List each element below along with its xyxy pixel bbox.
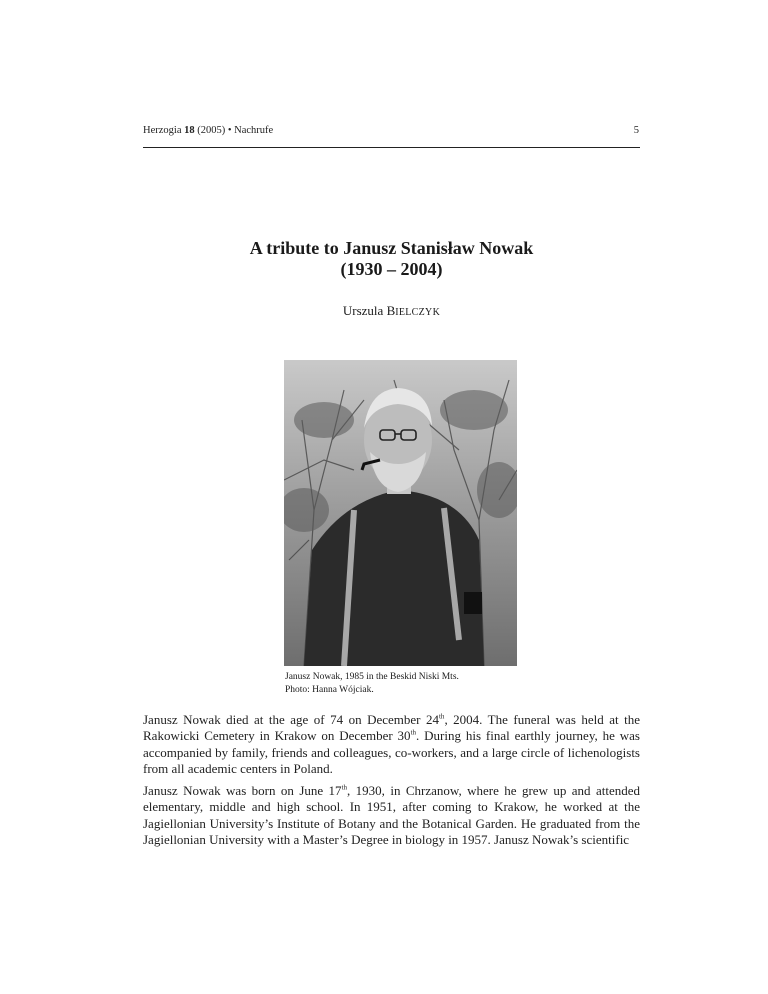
portrait-photo [284,360,517,666]
page-number: 5 [633,125,639,136]
title-line-1: A tribute to Janusz Stanisław Nowak [249,238,534,258]
p1-superscript-2: th [410,728,417,737]
author-byline [143,303,640,319]
author-given-name: Urszula [342,303,387,318]
running-head [143,125,639,136]
author-surname-smallcaps: IELCZYK [395,307,441,318]
portrait-photo-graphic [284,360,517,666]
title-line-2: (1930 – 2004) [340,259,443,279]
caption-line-2: Photo: Hanna Wójciak. [285,684,374,695]
p2-superscript: th [341,783,348,792]
issue-info: (2005) • Nachrufe [194,125,274,136]
p2-text-a: Janusz Nowak was born on June 17 [143,783,342,799]
article-body [143,712,640,854]
p1-text-b: , 2004. The funeral was held at the Rakowicki Cemetery in Krakow on December 30 [143,712,640,744]
article-title [143,238,640,280]
p1-text-c: . During his final earthly journey, he was accompanied by family, friends and colleagues, co-workers, and a large circle of lichenologists from all academic centers in Poland. [143,728,640,776]
paragraph-2 [143,783,640,848]
p2-text-b: , 1930, in Chrzanow, where he grew up and attended elementary, middle and high school. In 1951, after coming to Krakow, he worked at the Jagiellonian University’s Institute of Botany and the Botanical Garden. He graduated from the Jagiellonian University with a Master’s Degree in biology in 1957. Janusz Nowak’s scientific [143,783,640,848]
author-surname-initial: B [386,303,396,318]
p1-text-a: Janusz Nowak died at the age of 74 on December 24 [143,712,439,727]
paragraph-1 [143,712,640,777]
header-rule [143,147,640,148]
caption-line-1: Janusz Nowak, 1985 in the Beskid Niski Mts. [285,672,459,682]
photo-caption [285,671,585,696]
volume-number: 18 [184,125,195,136]
journal-name: Herzogia [143,125,185,136]
p1-superscript-1: th [438,712,445,721]
